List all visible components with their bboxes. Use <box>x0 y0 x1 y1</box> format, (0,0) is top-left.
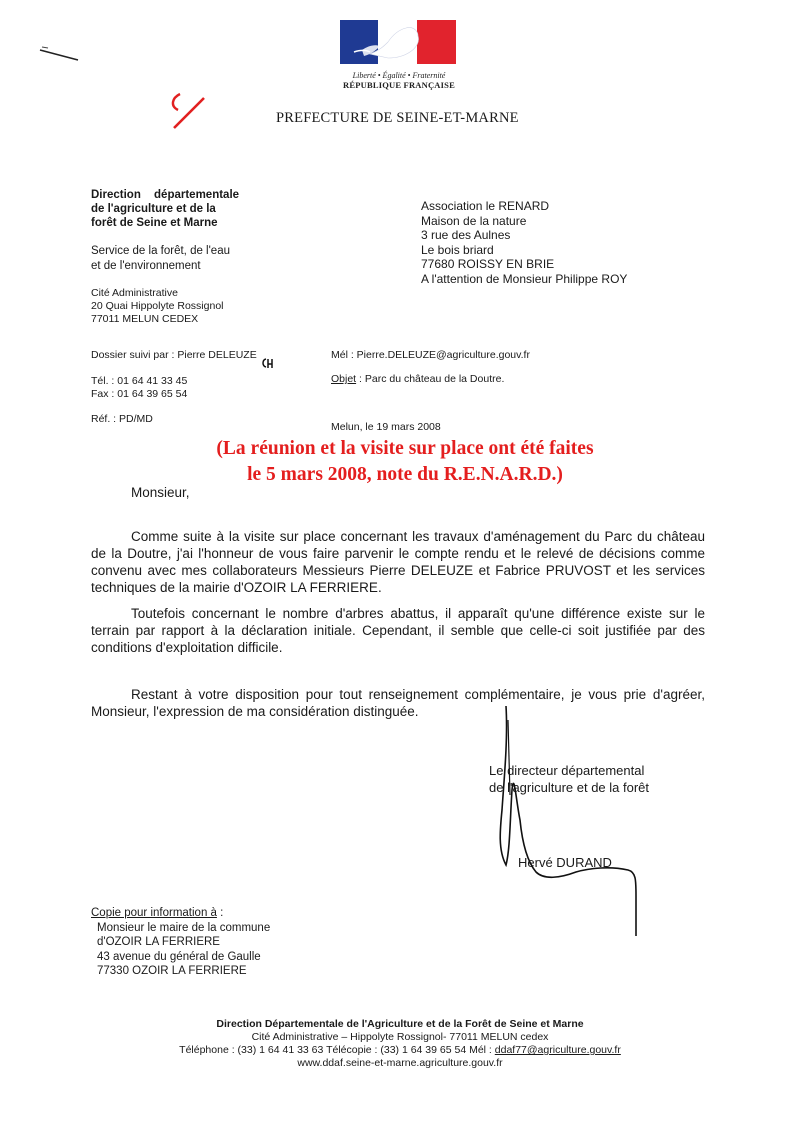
copy-line: Monsieur le maire de la commune <box>97 921 271 934</box>
sender-address-line: 77011 MELUN CEDEX <box>91 313 199 325</box>
sender-address-line: Cité Administrative <box>91 287 178 299</box>
recipient-line: 3 rue des Aulnes <box>421 228 511 242</box>
dossier-object <box>331 373 504 386</box>
sender-address <box>91 287 224 326</box>
paragraph: Restant à votre disposition pour tout renseignement complémentaire, je vous prie d'agréer, Monsieur, l'expression de ma considération distinguée. <box>91 687 705 719</box>
footer-contacts <box>120 1044 680 1057</box>
footer-title: Direction Départementale de l'Agriculture et de la Forêt de Seine et Marne <box>216 1018 584 1030</box>
copy-line: d'OZOIR LA FERRIERE <box>97 936 220 948</box>
copy-line: 77330 OZOIR LA FERRIERE <box>97 965 247 977</box>
copy-label-suffix: : <box>216 907 224 919</box>
salutation: Monsieur, <box>131 485 190 500</box>
recipient-line: Le bois briard <box>421 242 494 257</box>
red-handwritten-mark <box>160 88 210 132</box>
dossier-ref: Réf. : PD/MD <box>91 413 153 425</box>
copy-lines <box>91 921 270 979</box>
recipient-line: 77680 ROISSY EN BRIE <box>421 257 555 271</box>
initials-mark <box>260 357 276 371</box>
copy-label <box>91 906 270 921</box>
prefecture-title: PREFECTURE DE SEINE-ET-MARNE <box>276 110 519 126</box>
pen-stroke-mark <box>38 42 82 64</box>
recipient-line: A l'attention de Monsieur Philippe ROY <box>421 271 628 286</box>
dossier-followed-by: Dossier suivi par : Pierre DELEUZE <box>91 349 257 361</box>
red-annotation <box>150 436 660 488</box>
letter-date: Melun, le 19 mars 2008 <box>331 421 441 433</box>
dossier-mail: Mél : Pierre.DELEUZE@agriculture.gouv.fr <box>331 349 530 361</box>
logo-motto: Liberté • Égalité • Fraternité <box>352 71 446 80</box>
dossier-fax: Fax : 01 64 39 65 54 <box>91 388 188 400</box>
copy-label-text: Copie pour information à <box>91 907 217 919</box>
sender-direction-line: forêt de Seine et Marne <box>91 217 218 229</box>
handwritten-signature <box>480 700 650 940</box>
republic-logo <box>340 20 458 90</box>
sender-address-line: 20 Quai Hippolyte Rossignol <box>91 300 224 312</box>
footer-phones: Téléphone : (33) 1 64 41 33 63 Télécopie : (33) 1 64 39 65 54 Mél : <box>179 1044 495 1056</box>
sender-service-line: et de l'environnement <box>91 260 201 272</box>
object-text: : Parc du château de la Doutre. <box>356 373 505 385</box>
marianne-logo-icon <box>340 20 456 64</box>
recipient-line: Association le RENARD <box>421 199 550 213</box>
sender-service <box>91 244 230 274</box>
signatory-title-line: Le directeur départemental <box>489 763 645 778</box>
copy-block <box>91 906 270 979</box>
signatory-name: Hervé DURAND <box>518 855 612 870</box>
dossier-phone <box>91 375 187 401</box>
annotation-line: le 5 mars 2008, note du R.E.N.A.R.D.) <box>247 464 563 485</box>
signatory-title-line: de l'agriculture et de la forêt <box>489 780 650 795</box>
footer-website[interactable]: www.ddaf.seine-et-marne.agriculture.gouv.fr <box>297 1057 503 1069</box>
paragraph: Comme suite à la visite sur place concernant les travaux d'aménagement du Parc du château de la Doutre, j'ai l'honneur de vous faire parvenir le compte rendu et le relevé de décisions comme convenu avec mes collaborateurs Messieurs Pierre DELEUZE et Fabrice PRUVOST et les services techniques de la mairie d'OZOIR LA FERRIERE. <box>91 529 705 595</box>
copy-line: 43 avenue du général de Gaulle <box>97 950 261 963</box>
sender-direction-line: de l'agriculture et de la <box>91 203 216 215</box>
sender-direction <box>91 188 251 230</box>
sender-service-line: Service de la forêt, de l'eau <box>91 245 230 257</box>
paragraph: Toutefois concernant le nombre d'arbres abattus, il apparaît qu'une différence existe sur le terrain par rapport à la déclaration initiale. Cependant, il semble que celle-ci soit justifiée par des conditions d'exploitation difficile. <box>91 606 705 655</box>
object-label: Objet <box>331 373 357 385</box>
sender-direction-line: Direction départementale <box>91 189 240 201</box>
footer-email-link[interactable]: ddaf77@agriculture.gouv.fr <box>494 1044 621 1056</box>
recipient-line: Maison de la nature <box>421 213 527 228</box>
logo-republic: RÉPUBLIQUE FRANÇAISE <box>343 80 455 90</box>
annotation-line: (La réunion et la visite sur place ont été faites <box>216 438 594 459</box>
dossier-tel: Tél. : 01 64 41 33 45 <box>91 375 188 387</box>
recipient-address <box>421 199 627 286</box>
footer <box>120 1018 680 1070</box>
footer-address: Cité Administrative – Hippolyte Rossignol- 77011 MELUN cedex <box>251 1031 549 1043</box>
